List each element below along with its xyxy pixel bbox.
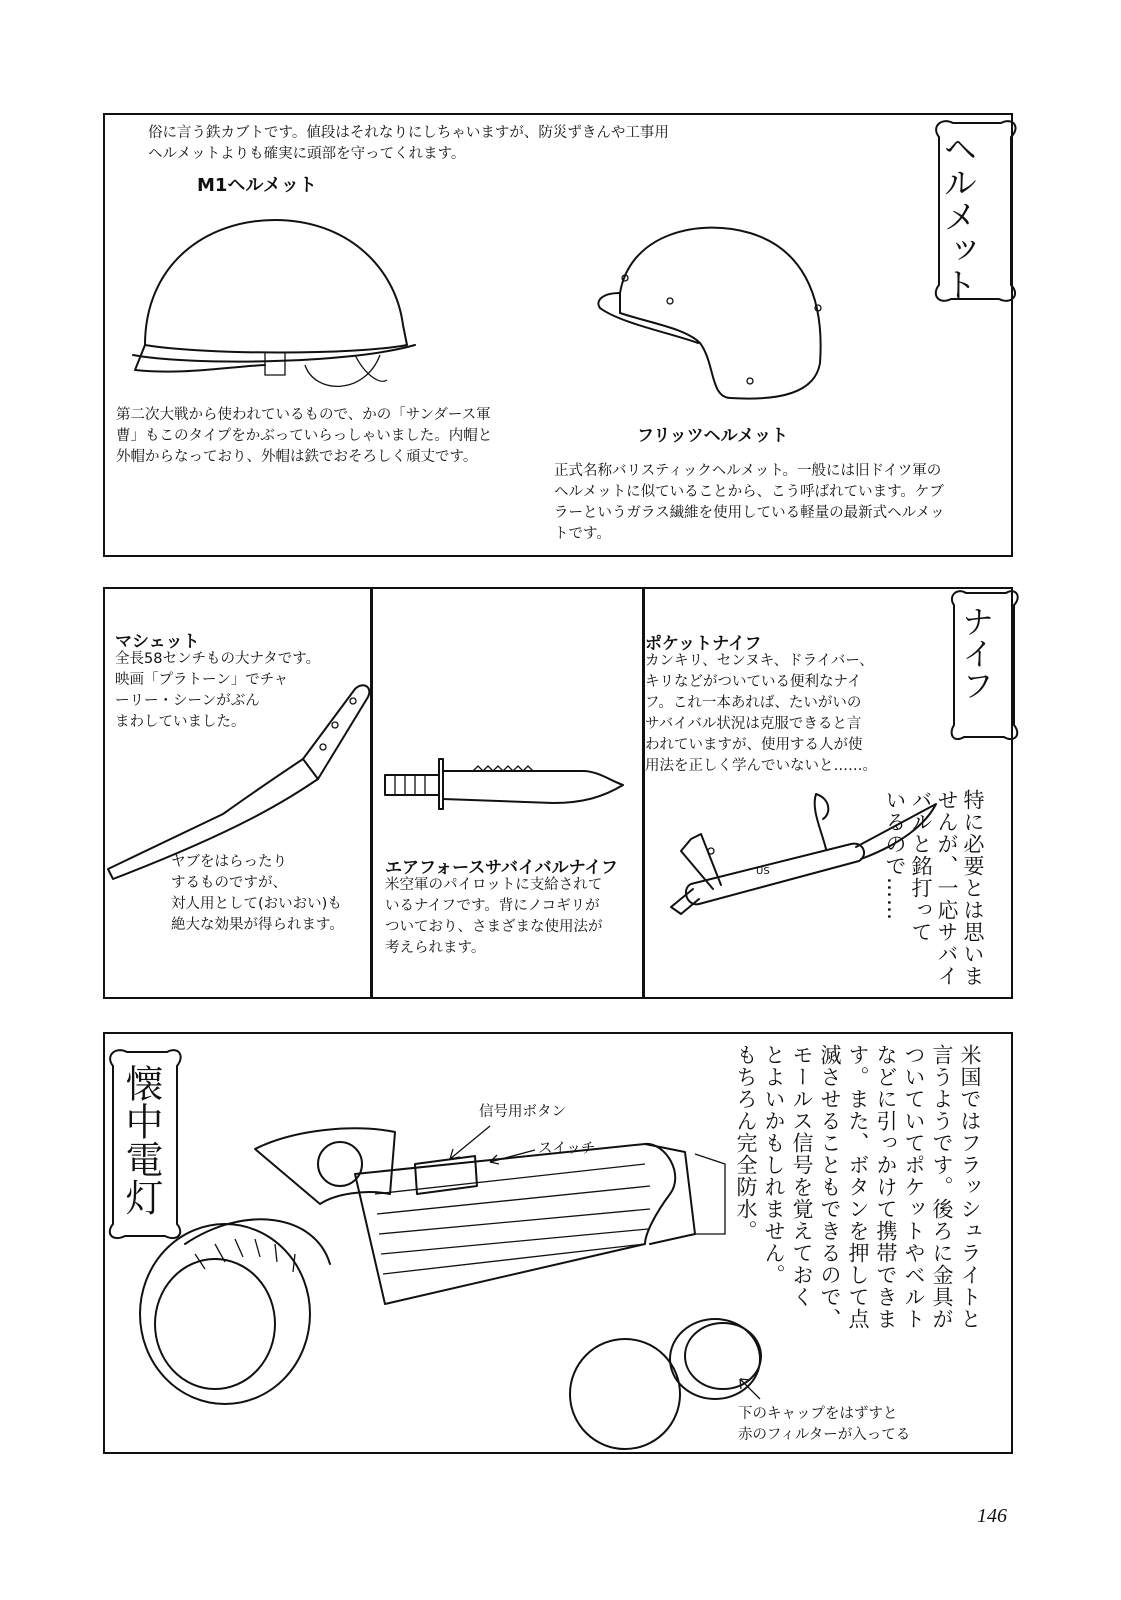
fritz-helmet-illustration xyxy=(590,213,830,413)
pocket-knife-vertical-note: 特に必要とは思いま せんが、一応サバイ バルと銘打って いるので…… xyxy=(883,789,985,987)
m1-helmet-title: M1ヘルメット xyxy=(197,175,317,196)
m1-helmet-description: 第二次大戦から使われているもので、かの「サンダース軍 曹」もこのタイプをかぶっていらっしゃいました。内帽と 外帽からなっており、外帽は鉄でおそろしく頑丈です。 xyxy=(116,407,493,465)
airforce-knife-description: 米空軍のパイロットに支給されて いるナイフです。背にノコギリが ついており、さまざまな使用法が 考えられます。 xyxy=(385,877,603,956)
switch-arrow xyxy=(485,1148,537,1168)
helmet-section-label: ヘルメット xyxy=(937,131,977,301)
knife-panel xyxy=(103,587,1013,999)
cap-note-arrow xyxy=(735,1374,765,1404)
cap-note: 下のキャップをはずすと 赤のフィルターが入ってる xyxy=(738,1406,911,1443)
airforce-knife-title: エアフォースサバイバルナイフ xyxy=(385,858,618,878)
page-number: 146 xyxy=(977,1505,1007,1527)
airforce-knife-illustration xyxy=(383,757,633,817)
machete-note: ヤブをはらったり するものですが、 対人用として(おいおい)も 絶大な効果が得られます。 xyxy=(171,854,344,933)
machete-description: 全長58センチもの大ナタです。 映画「プラトーン」でチャ ーリー・シーンがぶん まわしていました。 xyxy=(115,651,321,730)
switch-label: スイッチ xyxy=(538,1141,596,1157)
pocket-knife-us-mark: US xyxy=(756,866,770,877)
flashlight-panel xyxy=(103,1032,1013,1454)
flashlight-vertical-text: 米国ではフラッシュライトと 言うようです。後ろに金具が ついていてポケットやベルト などに引っかけて携帯できま す。また、ボタンを押して点 滅させることもできるので、 モールス信号を覚えておく とよいかもしれません。 もちろん完全防水。 xyxy=(734,1044,982,1330)
fritz-helmet-title: フリッツヘルメット xyxy=(637,426,789,446)
fritz-helmet-description: 正式名称バリスティックヘルメット。一般には旧ドイツ軍の ヘルメットに似ていることから、こう呼ばれています。ケブ ラーというガラス繊維を使用している軽量の最新式ヘルメッ トです。 xyxy=(554,463,945,542)
pocket-knife-title: ポケットナイフ xyxy=(645,634,762,654)
machete-title: マシェット xyxy=(115,632,200,652)
m1-helmet-illustration xyxy=(125,205,425,405)
helmet-intro: 俗に言う鉄カブトです。値段はそれなりにしちゃいますが、防災ずきんや工事用 ヘルメットよりも確実に頭部を守ってくれます。 xyxy=(148,125,669,162)
knife-section-label: ナイフ xyxy=(957,605,995,701)
pocket-knife-description: カンキリ、センヌキ、ドライバー、 キリなどがついている便利なナイ フ。これ一本あれば、たいがいの サバイバル状況は克服できると言 われていますが、使用する人が使 用法を正しく学んでいないと……。 xyxy=(645,653,877,774)
signal-button-label: 信号用ボタン xyxy=(479,1104,566,1120)
helmet-panel xyxy=(103,113,1013,557)
flashlight-section-label: 懐中電灯 xyxy=(119,1064,163,1216)
